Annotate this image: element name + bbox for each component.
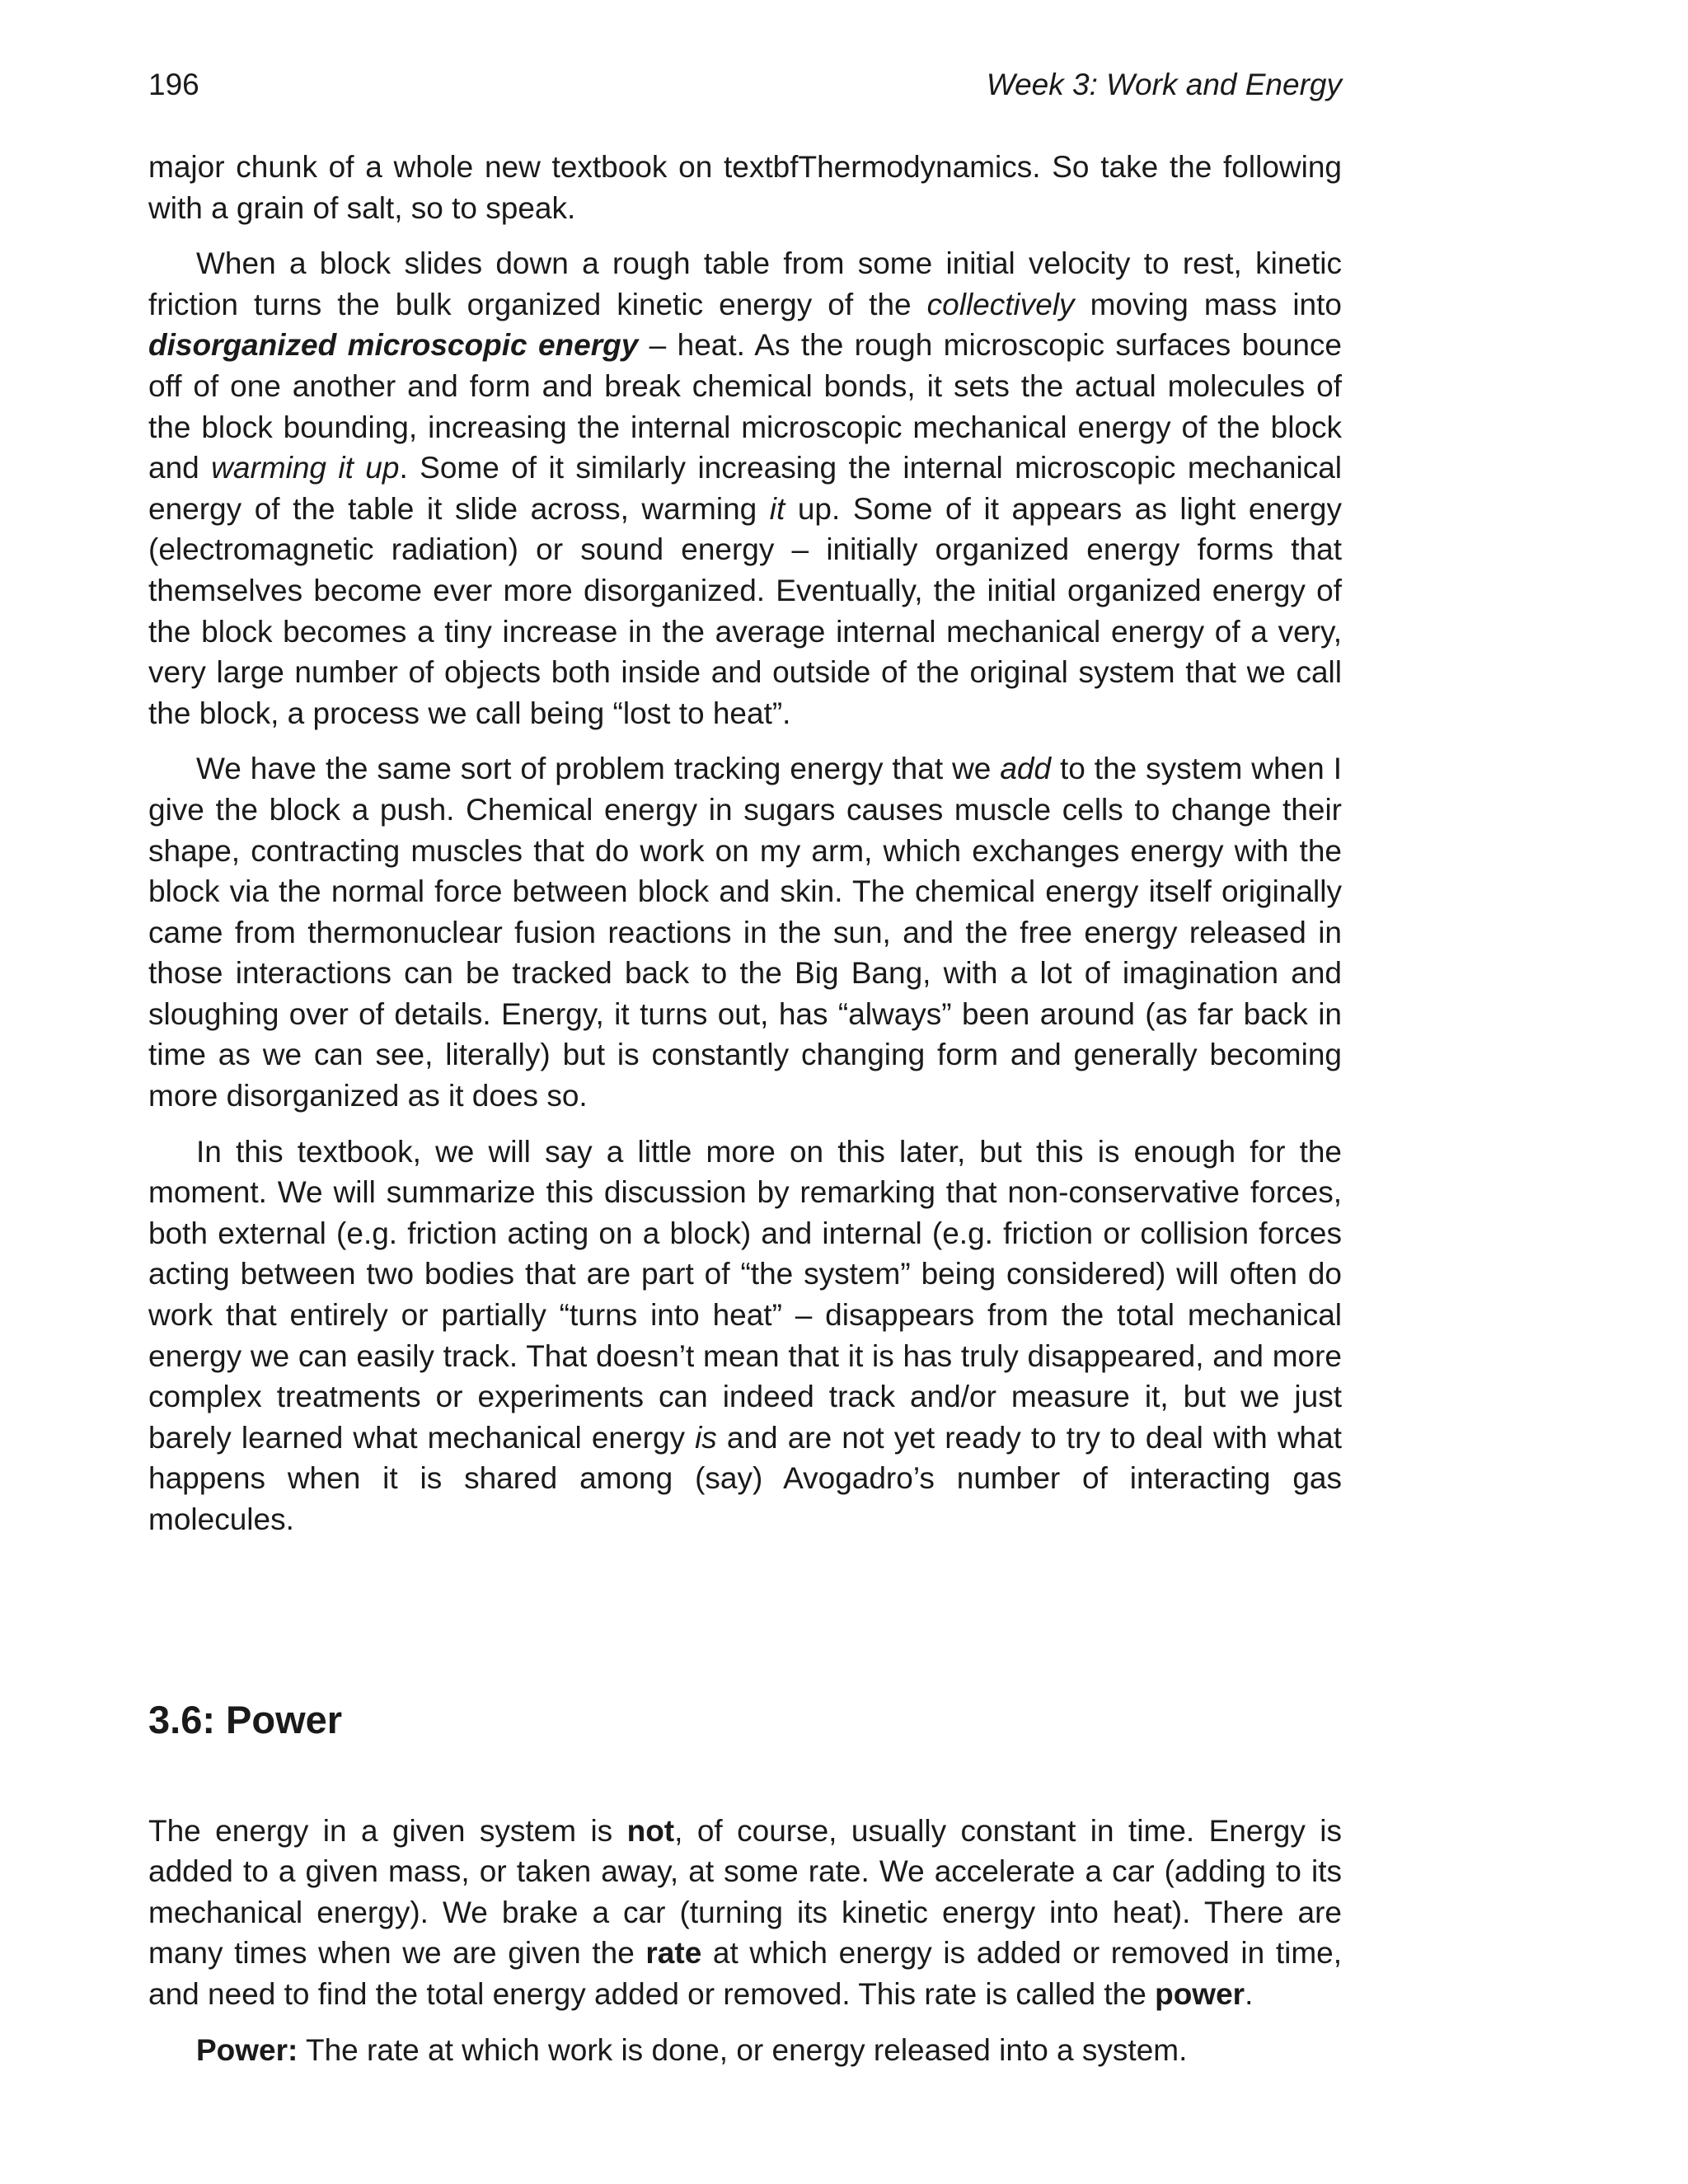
paragraph-power-intro	[148, 1811, 1342, 2015]
text-run: , of course, usually constant in time. Energy is added to a given mass, or taken away, at some rate. We accelerate a car (adding to its mechanical energy). We brake a car (turning its kinetic energy into heat). There are many times when we are given the	[148, 1813, 1342, 1971]
text-run: . Some of it similarly increasing the internal microscopic mechanical energy of the table it slide across, warming	[148, 451, 1343, 526]
emphasis-rate: rate	[645, 1936, 702, 1971]
paragraph-continuation	[148, 147, 1342, 228]
paragraph-text: major chunk of a whole new textbook on textbfThermodynamics. So take the following with a grain of salt, so to speak.	[148, 150, 1342, 225]
paragraph-non-conservative-forces	[148, 1132, 1342, 1540]
definition-text: The rate at which work is done, or energy released into a system.	[298, 2032, 1188, 2067]
running-header	[148, 64, 1342, 105]
text-run: up. Some of it appears as light energy (electromagnetic radiation) or sound energy – initially organized energy forms that themselves become ever more disorganized. Eventually, the initial organized energy of the block becomes a tiny increase in the average internal mechanical energy of a very, very large number of objects both inside and outside of the original system that we call the block, a process we call being “lost to heat”.	[148, 491, 1342, 730]
emphasis-not: not	[626, 1813, 675, 1848]
section-heading: 3.6: Power	[148, 1697, 343, 1741]
text-run: and are not yet ready to try to deal with what happens when it is shared among (say) Avogadro’s number of interacting gas molecules.	[148, 1420, 1342, 1536]
text-run: moving mass into	[1074, 287, 1342, 321]
emphasis-warming-it-up: warming it up	[211, 451, 400, 485]
text-run: to the system when I give the block a push. Chemical energy in sugars causes muscle cells to change their shape, contracting muscles that do work on my arm, which exchanges energy with the block via the normal force between block and skin. The chemical energy itself originally came from thermonuclear fusion reactions in the sun, and the free energy released in those interactions can be tracked back to the Big Bang, with a lot of imagination and sloughing over of details. Energy, it turns out, has “always” been around (as far back in time as we can see, literally) but is constantly changing form and generally becoming more disorganized as it does so.	[148, 752, 1342, 1113]
emphasis-it: it	[769, 491, 785, 526]
text-run: We have the same sort of problem tracking energy that we	[196, 752, 1001, 786]
emphasis-add: add	[1000, 752, 1052, 786]
emphasis-disorganized-energy: disorganized microscopic energy	[148, 328, 639, 363]
paragraph-tracking-energy	[148, 748, 1342, 1116]
text-run: When a block slides down a rough table from some initial velocity to rest, kinetic friction turns the bulk organized kinetic energy of the	[148, 246, 1342, 321]
emphasis-collectively: collectively	[926, 287, 1075, 321]
paragraph-kinetic-friction	[148, 243, 1342, 733]
text-run: at which energy is added or removed in time, and need to find the total energy added or removed. This rate is called the	[148, 1936, 1342, 2011]
body-text	[148, 147, 1342, 2070]
emphasis-is: is	[695, 1420, 717, 1455]
text-run: .	[1245, 1976, 1254, 2011]
text-run: The energy in a given system is	[148, 1813, 627, 1848]
definition-power	[148, 2030, 1342, 2071]
definition-term: Power:	[196, 2032, 298, 2067]
chapter-title: Week 3: Work and Energy	[986, 68, 1342, 101]
text-run: – heat. As the rough microscopic surfaces bounce off of one another and form and break chemical bonds, it sets the actual molecules of the block bounding, increasing the internal microscopic mechanical energy of the block and	[148, 328, 1342, 485]
emphasis-power: power	[1155, 1976, 1245, 2011]
text-run: In this textbook, we will say a little more on this later, but this is enough for the moment. We will summarize this discussion by remarking that non-conservative forces, both external (e.g. friction acting on a block) and internal (e.g. friction or collision forces acting between two bodies that are part of “the system” being considered) will often do work that entirely or partially “turns into heat” – disappears from the total mechanical energy we can easily track. That doesn’t mean that it is has truly disappeared, and more complex treatments or experiments can indeed track and/or measure it, but we just barely learned what mechanical energy	[148, 1134, 1342, 1455]
page-number: 196	[148, 68, 199, 101]
